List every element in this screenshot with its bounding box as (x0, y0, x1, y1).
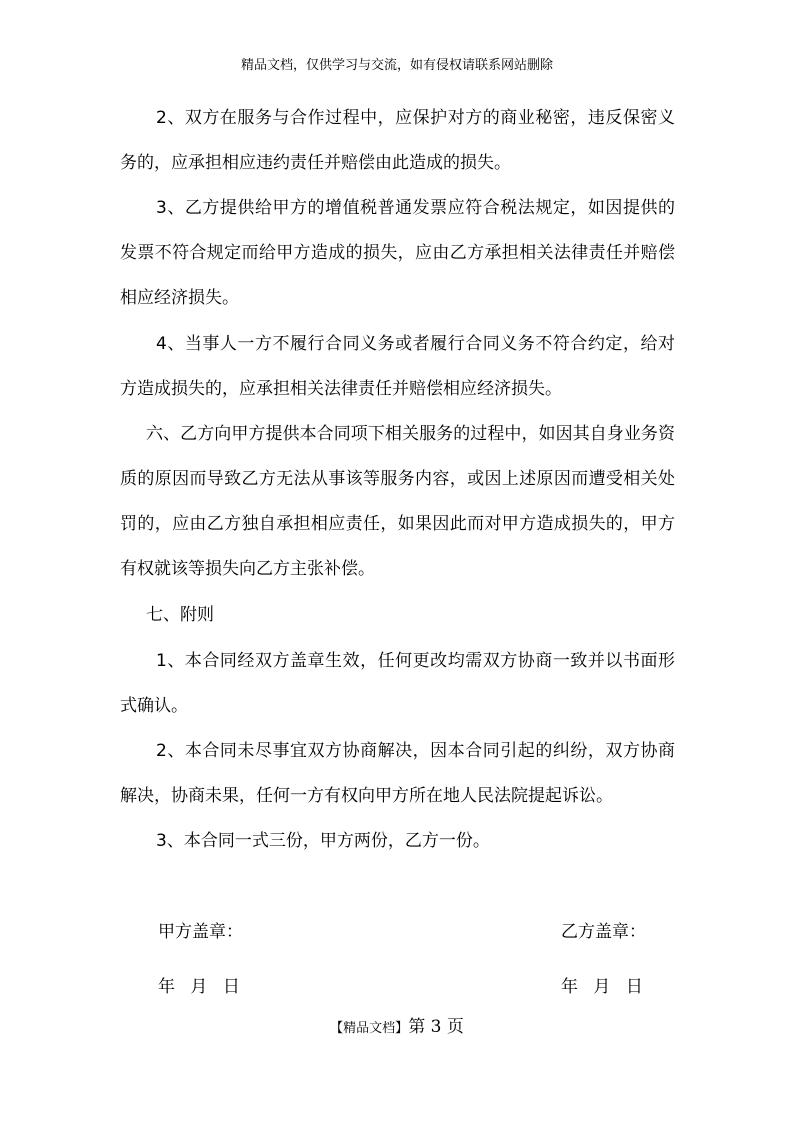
page-footer (0, 1015, 794, 1041)
clause-breach: 4、当事人一方不履行合同义务或者履行合同义务不符合约定，给对方造成损失的，应承担相关法律责任并赔偿相应经济损失。 (120, 334, 675, 399)
footer-tag: 【精品文档】 (330, 1021, 409, 1036)
year-label: 年 (158, 977, 175, 997)
clause-invoice: 3、乙方提供给甲方的增值税普通发票应符合税法规定，如因提供的发票不符合规定而给甲方造成的损失，应由乙方承担相关法律责任并赔偿相应经济损失。 (120, 198, 675, 308)
section-seven-heading: 七、附则 (146, 605, 214, 625)
page-prefix: 第 (408, 1017, 426, 1037)
clause-effective: 1、本合同经双方盖章生效，任何更改均需双方协商一致并以书面形式确认。 (120, 651, 675, 716)
party-b-date (561, 975, 653, 999)
day-label: 日 (625, 977, 643, 997)
page-number: 3 (430, 1017, 442, 1037)
month-label: 月 (593, 977, 611, 997)
party-a-seal-label: 甲方盖章： (158, 922, 243, 942)
month-label: 月 (190, 977, 208, 997)
clause-copies: 3、本合同一式三份，甲方两份，乙方一份。 (156, 831, 490, 851)
year-label: 年 (561, 977, 578, 997)
day-label: 日 (222, 977, 240, 997)
section-six: 六、乙方向甲方提供本合同项下相关服务的过程中，如因其自身业务资质的原因而导致乙方无法从事该等服务内容，或因上述原因而遭受相关处罚的，应由乙方独自承担相应责任，如果因此而对甲方造成损失的，甲方有权就该等损失向乙方主张补偿。 (120, 424, 675, 579)
party-b-seal-label: 乙方盖章： (561, 922, 646, 942)
clause-dispute: 2、本合同未尽事宜双方协商解决，因本合同引起的纠纷，双方协商解决，协商未果，任何一方有权向甲方所在地人民法院提起诉讼。 (120, 741, 675, 806)
page-suffix: 页 (446, 1017, 464, 1037)
clause-confidentiality: 2、双方在服务与合作过程中，应保护对方的商业秘密，违反保密义务的，应承担相应违约责任并赔偿由此造成的损失。 (120, 108, 675, 173)
page-header: 精品文档，仅供学习与交流，如有侵权请联系网站删除 (240, 58, 553, 73)
party-a-date (158, 975, 250, 999)
